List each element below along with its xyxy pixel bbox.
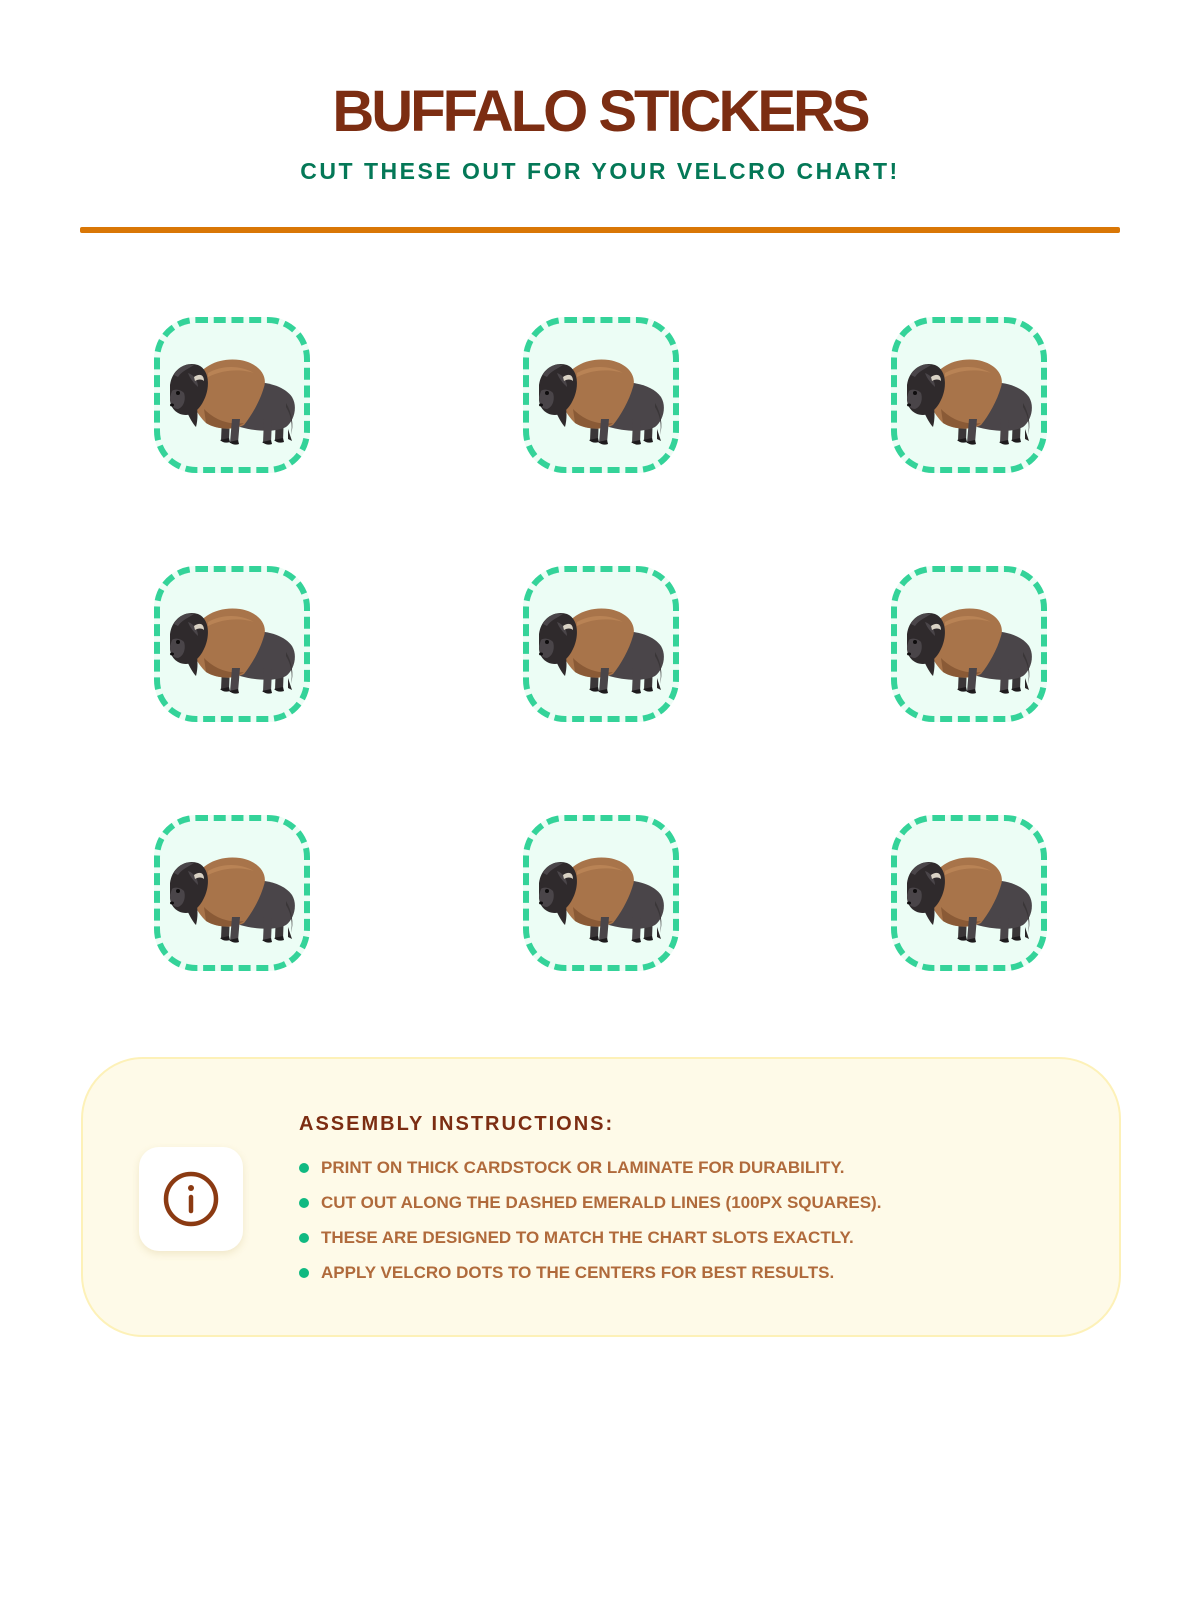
info-icon-box — [139, 1147, 243, 1251]
bison-icon — [164, 343, 300, 453]
bison-sticker — [891, 566, 1047, 722]
bison-icon — [533, 592, 669, 702]
bison-icon — [533, 841, 669, 951]
bison-sticker — [154, 815, 310, 971]
bison-icon — [164, 592, 300, 702]
bison-sticker — [523, 317, 679, 473]
instruction-text: THESE ARE DESIGNED TO MATCH THE CHART SLOTS EXACTLY. — [321, 1228, 854, 1247]
bison-icon — [901, 343, 1037, 453]
page-subtitle: CUT THESE OUT FOR YOUR VELCRO CHART! — [300, 158, 900, 184]
bison-icon — [533, 343, 669, 453]
instruction-item — [299, 1225, 881, 1260]
info-icon — [162, 1170, 220, 1228]
bison-sticker — [154, 317, 310, 473]
bison-icon — [901, 592, 1037, 702]
bullet-icon — [299, 1198, 309, 1208]
bison-sticker — [891, 317, 1047, 473]
header-divider — [80, 227, 1120, 233]
instruction-text: APPLY VELCRO DOTS TO THE CENTERS FOR BEST RESULTS. — [321, 1263, 835, 1282]
bison-sticker — [523, 815, 679, 971]
page-title: BUFFALO STICKERS — [332, 79, 868, 144]
bison-icon — [164, 841, 300, 951]
instructions-title: ASSEMBLY INSTRUCTIONS: — [299, 1113, 615, 1135]
bison-sticker — [523, 566, 679, 722]
bullet-icon — [299, 1268, 309, 1278]
instructions-list — [299, 1155, 881, 1295]
bison-sticker — [891, 815, 1047, 971]
bison-sticker — [154, 566, 310, 722]
instruction-item — [299, 1190, 881, 1225]
instruction-text: CUT OUT ALONG THE DASHED EMERALD LINES (100PX SQUARES). — [321, 1193, 882, 1212]
bullet-icon — [299, 1163, 309, 1173]
instruction-item — [299, 1260, 881, 1295]
assembly-instructions-panel — [81, 1057, 1121, 1337]
bison-icon — [901, 841, 1037, 951]
instruction-item — [299, 1155, 881, 1190]
instruction-text: PRINT ON THICK CARDSTOCK OR LAMINATE FOR DURABILITY. — [321, 1158, 845, 1177]
bullet-icon — [299, 1233, 309, 1243]
